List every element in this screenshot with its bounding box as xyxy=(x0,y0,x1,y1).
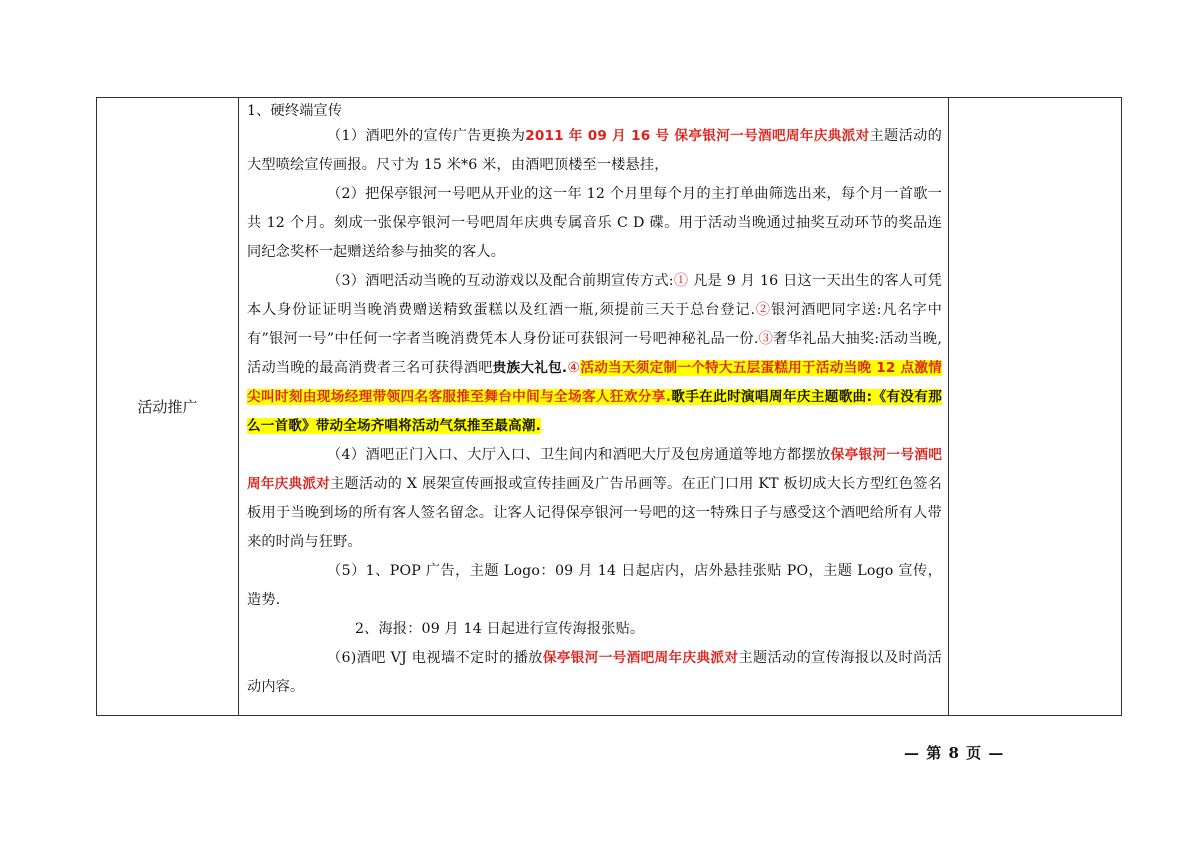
circled-number-2: ② xyxy=(755,302,772,318)
row-label: 活动推广 xyxy=(97,98,239,716)
paragraph-3-text-b: 凡是 9 月 16 日这一天出生的客人可凭本人身份证证明当晚消费赠送精致蛋糕以及红酒一瓶,须提前三天于总台登记. xyxy=(247,273,942,318)
paragraph-1-text-c: 主题活动的大型喷绘宣传画报。尺寸为 15 米*6 米，由酒吧顶楼至一楼悬挂， xyxy=(247,128,942,173)
paragraph-6-highlight: 保亭银河一号酒吧周年庆典派对 xyxy=(542,650,739,666)
paragraph-3-text-d: 奢华礼品大抽奖:活动当晚,活动当晚的最高消费者三名可获得酒吧 xyxy=(247,331,942,376)
table-row xyxy=(97,98,1122,716)
content-cell xyxy=(239,98,949,716)
circled-number-1: ① xyxy=(673,273,689,289)
paragraph-4-highlight: 保亭银河一号酒吧周年庆典派对 xyxy=(247,447,943,492)
paragraph-6-text-c: 主题活动的宣传海报以及时尚活动内容。 xyxy=(247,650,943,695)
paragraph-3 xyxy=(247,267,942,441)
promotion-table xyxy=(96,97,1122,716)
paragraph-4-text-a: （4）酒吧正门入口、大厅入口、卫生间内和酒吧大厅及包房通道等地方都摆放 xyxy=(327,447,831,463)
empty-cell xyxy=(949,98,1122,716)
section-heading: 1、硬终端宣传 xyxy=(247,103,343,119)
paragraph-2: （2）把保亭银河一号吧从开业的这一年 12 个月里每个月的主打单曲筛选出来，每个月一首歌一共 12 个月。刻成一张保亭银河一号吧周年庆典专属音乐 C D 碟。用于活动当晚通过抽奖互动环节的奖品连同纪念奖杯一起赠送给参与抽奖的客人。 xyxy=(247,186,942,260)
paragraph-3-text-c: 银河酒吧同字送:凡名字中有”银河一号”中任何一字者当晚消费凭本人身份证可获银河一号吧神秘礼品一份. xyxy=(247,302,942,347)
paragraph-6-text-a: （6)酒吧 VJ 电视墙不定时的播放 xyxy=(327,650,543,666)
paragraph-5b: 2、海报：09 月 14 日起进行宣传海报张贴。 xyxy=(355,621,645,637)
paragraph-3-text-a: （3）酒吧活动当晚的互动游戏以及配合前期宣传方式: xyxy=(327,273,674,289)
content-body xyxy=(247,102,942,702)
page-number: — 第 8 页 — xyxy=(904,744,1005,762)
paragraph-3-highlight-cake: 活动当天须定制一个特大五层蛋糕用于活动当晚 12 点激情尖叫时刻由现场经理带领四名客服推至舞台中间与全场客人狂欢分享. xyxy=(247,360,942,405)
paragraph-5: （5）1、POP 广告，主题 Logo：09 月 14 日起店内，店外悬挂张贴 PO，主题 Logo 宣传，造势. xyxy=(247,563,942,608)
paragraph-3-highlight-song: 歌手在此时演唱周年庆主题歌曲:《有没有那么一首歌》带动全场齐唱将活动气氛推至最高潮. xyxy=(247,389,943,434)
paragraph-3-bold-gift: 贵族大礼包. xyxy=(492,360,568,376)
paragraph-4-text-c: 主题活动的 X 展架宣传画报或宣传挂画及广告吊画等。在正门口用 KT 板切成大长方型红色签名板用于当晚到场的所有客人签名留念。让客人记得保亭银河一号吧的这一特殊日子与感受这个酒吧给所有人带来的时尚与狂野。 xyxy=(247,476,942,550)
paragraph-1-text-a: （1）酒吧外的宣传广告更换为 xyxy=(327,128,526,144)
paragraph-4 xyxy=(247,441,942,557)
circled-number-4: ④ xyxy=(567,360,581,376)
circled-number-3: ③ xyxy=(758,331,774,347)
paragraph-1 xyxy=(247,122,942,180)
paragraph-6 xyxy=(247,644,942,702)
paragraph-1-highlight: 2011 年 09 月 16 号 保亭银河一号酒吧周年庆典派对 xyxy=(525,128,870,144)
